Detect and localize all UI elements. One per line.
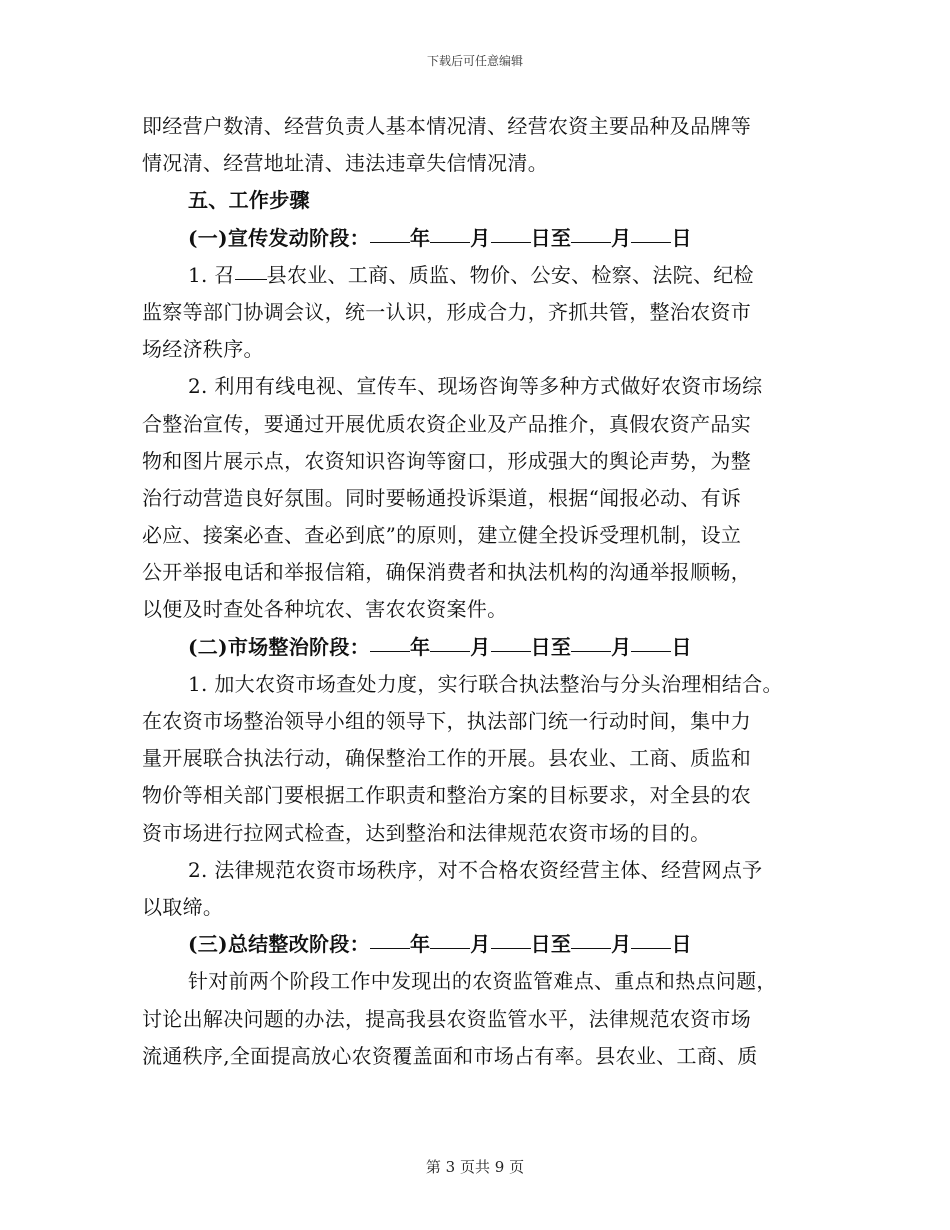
month-label: 月	[611, 225, 632, 250]
paragraph-line: 资市场进行拉网式检查，达到整治和法律规范农资市场的目的。	[142, 820, 711, 845]
paragraph-line: 必应、接案必查、查必到底”的原则，建立健全投诉受理机制，设立	[142, 523, 742, 548]
blank-field	[631, 222, 671, 243]
paragraph-line: 公开举报电话和举报信箱，确保消费者和执法机构的沟通举报顺畅，	[142, 560, 751, 585]
paragraph-line: 1. 加大农资市场查处力度，实行联合执法整治与分头治理相结合。	[188, 671, 783, 696]
blank-field	[370, 631, 410, 652]
month-label: 月	[470, 225, 491, 250]
month-label: 月	[611, 932, 632, 957]
blank-field	[430, 928, 470, 949]
paragraph-line: 讨论出解决问题的办法，提高我县农资监管水平，法律规范农资市场	[142, 1006, 751, 1031]
blank-field	[571, 631, 611, 652]
paragraph-line	[142, 257, 810, 294]
blank-field	[571, 928, 611, 949]
page-footer: 第 3 页共 9 页	[425, 1158, 525, 1176]
item-text: 县农业、工商、质监、物价、公安、检察、法院、纪检	[266, 262, 754, 287]
blank-field	[430, 222, 470, 243]
month-label: 月	[470, 634, 491, 659]
page-header: 下载后可任意编辑	[426, 54, 523, 68]
month-label: 月	[470, 932, 491, 957]
stage-heading-1	[142, 220, 810, 257]
document-body	[142, 108, 810, 1075]
stage-label: (二)市场整治阶段：	[188, 634, 370, 659]
blank-field	[370, 928, 410, 949]
paragraph-line: 即经营户数清、经营负责人基本情况清、经营农资主要品种及品牌等	[142, 114, 751, 138]
day-label: 日	[671, 932, 692, 957]
day-label: 日	[671, 634, 692, 659]
paragraph-line: 2. 利用有线电视、宣传车、现场咨询等多种方式做好农资市场综	[188, 374, 763, 399]
stage-heading-2	[142, 629, 810, 666]
paragraph-line: 量开展联合执法行动，确保整治工作的开展。县农业、工商、质监和	[142, 746, 751, 771]
month-label: 月	[611, 634, 632, 659]
year-label: 年	[409, 932, 431, 957]
item-text: 1. 召	[188, 262, 235, 287]
paragraph-line: 以取缔。	[142, 894, 224, 919]
blank-field	[491, 222, 531, 243]
section-heading: 五、工作步骤	[188, 188, 310, 213]
paragraph-line: 物价等相关部门要根据工作职责和整治方案的目标要求，对全县的农	[142, 783, 751, 808]
stage-label: (一)宣传发动阶段：	[188, 225, 370, 250]
paragraph-line: 合整治宣传，要通过开展优质农资企业及产品推介，真假农资产品实	[142, 411, 751, 436]
year-label: 年	[409, 634, 431, 659]
day-to-label: 日至	[530, 225, 572, 250]
blank-field	[430, 631, 470, 652]
paragraph-line: 情况清、经营地址清、违法违章失信情况清。	[142, 151, 548, 176]
blank-field	[235, 259, 267, 280]
paragraph-line: 治行动营造良好氛围。同时要畅通投诉渠道，根据“闻报必动、有诉	[142, 485, 742, 510]
blank-field	[571, 222, 611, 243]
paragraph-line: 针对前两个阶段工作中发现出的农资监管难点、重点和热点问题，	[188, 969, 777, 994]
paragraph-line: 场经济秩序。	[142, 337, 264, 362]
blank-field	[491, 631, 531, 652]
blank-field	[631, 928, 671, 949]
paragraph-line: 监察等部门协调会议，统一认识，形成合力，齐抓共管，整治农资市	[142, 299, 751, 324]
paragraph-line: 以便及时查处各种坑农、害农农资案件。	[142, 597, 508, 622]
paragraph-line: 物和图片展示点，农资知识咨询等窗口，形成强大的舆论声势，为整	[142, 448, 751, 473]
day-label: 日	[671, 225, 692, 250]
day-to-label: 日至	[530, 634, 572, 659]
paragraph-line: 流通秩序,全面提高放心农资覆盖面和市场占有率。县农业、工商、质	[142, 1043, 758, 1068]
year-label: 年	[409, 225, 431, 250]
blank-field	[370, 222, 410, 243]
blank-field	[491, 928, 531, 949]
paragraph-line: 在农资市场整治领导小组的领导下，执法部门统一行动时间，集中力	[142, 709, 751, 733]
day-to-label: 日至	[530, 932, 572, 957]
stage-heading-3	[142, 926, 810, 963]
blank-field	[631, 631, 671, 652]
stage-label: (三)总结整改阶段：	[188, 932, 370, 957]
paragraph-line: 2. 法律规范农资市场秩序，对不合格农资经营主体、经营网点予	[188, 857, 763, 882]
